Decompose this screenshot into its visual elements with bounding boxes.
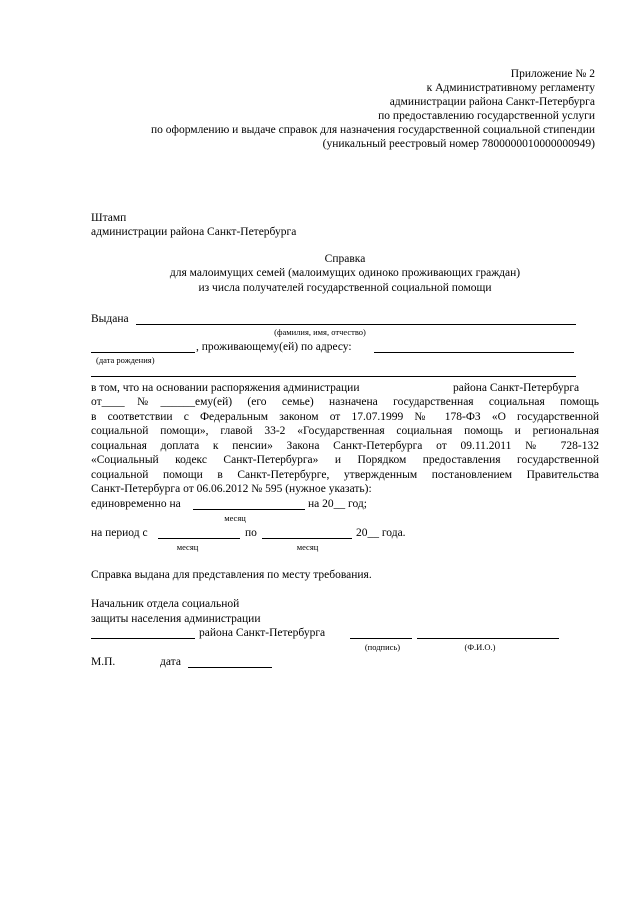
dob-input-line[interactable]	[91, 352, 195, 353]
issued-label: Выдана	[91, 313, 129, 325]
body-line-1b: района Санкт-Петербурга	[453, 382, 580, 394]
body-line-4: социальной помощи», главой 33-2 «Государственная социальная помощь и региональная	[91, 425, 599, 437]
annex-line-3: администрации района Санкт-Петербурга	[389, 96, 595, 108]
body-line-8: Санкт-Петербурга от 06.06.2012 № 595 (нужное указать):	[91, 483, 372, 495]
body-line-7: социальной помощи в Санкт-Петербурге, утвержденным постановлением Правительства	[91, 469, 599, 481]
annex-line-5: по оформлению и выдаче справок для назначения государственной социальной стипендии	[150, 124, 595, 136]
period-from-input-line[interactable]	[158, 538, 240, 539]
fio-input-line[interactable]	[136, 324, 576, 325]
address-input-line-2[interactable]	[91, 376, 576, 377]
document-title: Справка	[324, 253, 366, 265]
seal-placeholder: М.П.	[91, 656, 116, 668]
body-line-2: от____№______ему(ей) (его семье) назначена государственная социальная помощь	[91, 396, 599, 408]
period-year: 20__ года.	[356, 527, 406, 539]
fio-signature-input-line[interactable]	[417, 638, 559, 639]
fio-signature-caption: (Ф.И.О.)	[464, 642, 496, 652]
stamp-administration: администрации района Санкт-Петербурга	[91, 226, 297, 238]
document-subtitle-1: для малоимущих семей (малоимущих одиноко проживающих граждан)	[169, 267, 521, 279]
body-line-3: в соответствии с Федеральным законом от 17.07.1999 № 178-ФЗ «О государственной	[91, 411, 599, 423]
date-label: дата	[160, 656, 181, 668]
annex-number: Приложение № 2	[510, 68, 595, 80]
stamp-label: Штамп	[91, 212, 127, 224]
address-input-line[interactable]	[374, 352, 574, 353]
once-label: единовременно на	[91, 498, 181, 510]
purpose-text: Справка выдана для представления по месту требования.	[91, 569, 372, 581]
once-year: на 20__ год;	[308, 498, 367, 510]
period-to-input-line[interactable]	[262, 538, 352, 539]
period-from-label: на период с	[91, 527, 148, 539]
annex-line-2: к Административному регламенту	[426, 82, 595, 94]
once-month-input-line[interactable]	[193, 509, 305, 510]
body-line-1a: в том, что на основании распоряжения администрации	[91, 382, 360, 394]
dob-caption: (дата рождения)	[96, 355, 155, 365]
signature-caption: (подпись)	[364, 642, 401, 652]
period-month-caption-1: месяц	[176, 542, 199, 552]
once-month-caption: месяц	[224, 513, 246, 523]
date-input-line[interactable]	[188, 667, 272, 668]
period-to-label: по	[245, 527, 257, 539]
annex-line-4: по предоставлению государственной услуги	[378, 110, 595, 122]
signature-title-1: Начальник отдела социальной	[91, 598, 240, 610]
address-label: , проживающему(ей) по адресу:	[196, 341, 352, 353]
signature-district: района Санкт-Петербурга	[199, 627, 326, 639]
annex-registry-number: (уникальный реестровый номер 7800000010000000949)	[322, 138, 595, 150]
district-input-line[interactable]	[91, 638, 195, 639]
period-month-caption-2: месяц	[296, 542, 319, 552]
fio-caption: (фамилия, имя, отчество)	[274, 327, 366, 337]
body-line-6: «Социальный кодекс Санкт-Петербурга» и Порядком предоставления государственной	[91, 454, 599, 466]
signature-title-2: защиты населения администрации	[91, 613, 261, 625]
document-subtitle-2: из числа получателей государственной социальной помощи	[198, 282, 492, 294]
body-line-5: социальная доплата к пенсии» Закона Санкт-Петербурга от 09.11.2011 № 728-132	[91, 440, 599, 452]
signature-input-line[interactable]	[350, 638, 412, 639]
